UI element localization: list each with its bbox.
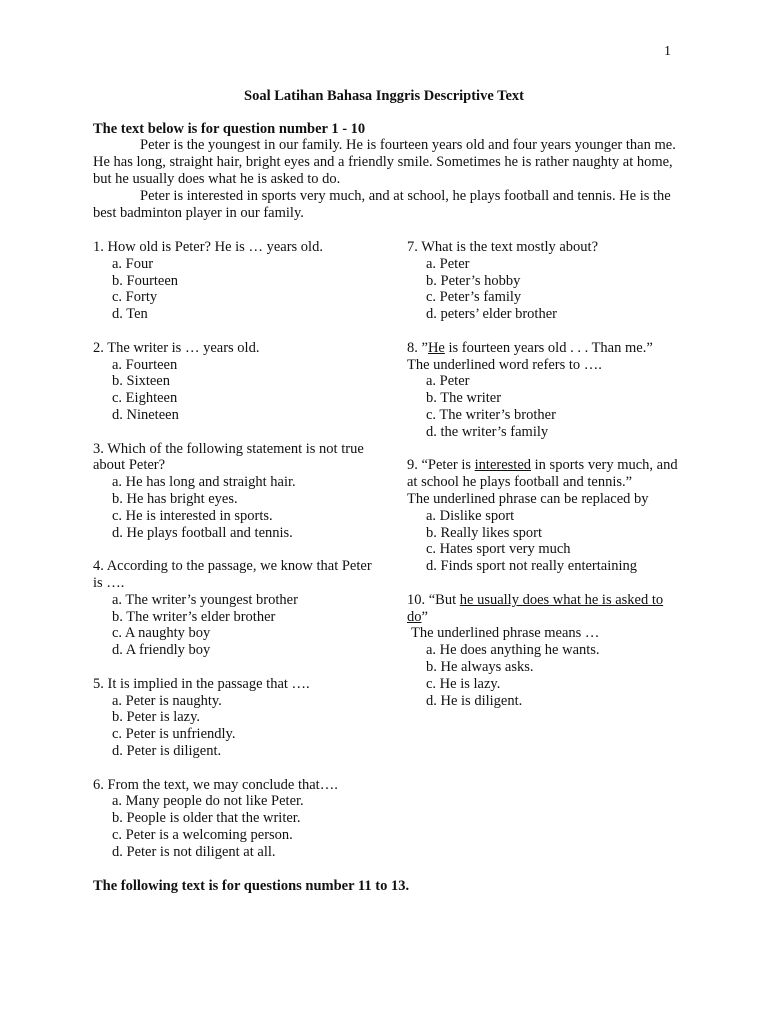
answer-option: b. He has bright eyes. (112, 490, 238, 507)
question-stem: 6. From the text, we may conclude that…. (93, 776, 338, 793)
document-title: Soal Latihan Bahasa Inggris Descriptive Text (244, 88, 524, 104)
question-7 (407, 239, 687, 323)
passage-paragraph-2: Peter is interested in sports very much, and at school, he plays football and tennis. He is the best badminton player in our family. (93, 188, 671, 221)
answer-option: d. He plays football and tennis. (112, 524, 293, 541)
stem-text: 8. ” (407, 339, 428, 356)
stem-text: 10. “But (407, 591, 460, 608)
stem-text: ” (421, 608, 428, 625)
stem-text: 9. “Peter is (407, 457, 475, 474)
answer-option: c. Peter is unfriendly. (112, 726, 236, 743)
question-prompt: The underlined phrase can be replaced by (407, 490, 649, 507)
question-stem: 3. Which of the following statement is not true about Peter? (93, 440, 364, 474)
answer-option: a. Fourteen (112, 356, 178, 373)
answer-option: b. The writer’s elder brother (112, 608, 276, 625)
answer-option: b. The writer (426, 390, 502, 407)
question-stem: 4. According to the passage, we know that Peter is …. (93, 558, 372, 591)
question-6 (93, 777, 383, 861)
question-1 (93, 239, 383, 323)
answer-option: d. Finds sport not really entertaining (426, 558, 638, 575)
answer-option: d. Peter is not diligent at all. (112, 843, 276, 860)
question-5 (93, 676, 383, 760)
answer-option: c. Eighteen (112, 390, 178, 407)
questions-left-column (93, 239, 383, 877)
answer-option: a. The writer’s youngest brother (112, 591, 298, 608)
underlined-word: He (427, 339, 445, 356)
answer-option: a. Four (112, 255, 154, 272)
answer-option: a. Many people do not like Peter. (112, 793, 304, 810)
answer-option: b. People is older that the writer. (112, 810, 301, 827)
question-stem: 5. It is implied in the passage that …. (93, 675, 310, 692)
answer-option: b. Really likes sport (426, 524, 542, 541)
question-10 (407, 592, 687, 710)
answer-option: b. Fourteen (112, 272, 179, 289)
questions-right-column (407, 239, 687, 726)
underlined-word: interested (474, 457, 532, 474)
answer-option: c. Peter is a welcoming person. (112, 826, 293, 843)
answer-option: a. Peter is naughty. (112, 692, 222, 709)
question-4 (93, 558, 383, 659)
answer-option: d. peters’ elder brother (426, 306, 557, 323)
answer-option: c. Hates sport very much (426, 541, 571, 558)
stem-text: in sports very much, and at school he plays football and tennis.” (407, 457, 678, 491)
answer-option: c. Peter’s family (426, 289, 522, 306)
answer-option: a. Dislike sport (426, 507, 515, 524)
question-stem: 1. How old is Peter? He is … years old. (93, 239, 323, 255)
answer-option: b. Sixteen (112, 373, 170, 390)
answer-option: c. The writer’s brother (426, 406, 556, 423)
answer-option: a. He does anything he wants. (426, 642, 600, 659)
question-3 (93, 441, 383, 542)
stem-text: is fourteen years old . . . Than me.” (444, 339, 653, 356)
answer-option: d. Peter is diligent. (112, 742, 222, 759)
question-stem (407, 457, 687, 491)
answer-option: d. Ten (112, 306, 148, 323)
answer-option: c. A naughty boy (112, 625, 211, 642)
page-number: 1 (664, 44, 671, 59)
question-stem: 2. The writer is … years old. (93, 339, 260, 356)
answer-option: c. He is interested in sports. (112, 507, 273, 524)
answer-option: c. He is lazy. (426, 675, 501, 692)
question-8 (407, 340, 687, 441)
question-stem (407, 592, 687, 626)
answer-option: d. A friendly boy (112, 642, 211, 659)
answer-option: b. Peter’s hobby (426, 272, 521, 289)
question-9 (407, 457, 687, 575)
next-section-heading: The following text is for questions number 11 to 13. (93, 878, 410, 894)
answer-option: d. Nineteen (112, 406, 179, 423)
section-heading: The text below is for question number 1 - 10 (93, 121, 366, 137)
answer-option: a. He has long and straight hair. (112, 474, 296, 491)
question-2 (93, 340, 383, 424)
answer-option: c. Forty (112, 289, 158, 306)
question-prompt: The underlined word refers to …. (407, 356, 602, 373)
answer-option: d. the writer’s family (426, 423, 549, 440)
passage-paragraph-1: Peter is the youngest in our family. He is fourteen years old and four years younger than me. He has long, straight hair, bright eyes and a friendly smile. Sometimes he is rather naughty at home, but he usually does what he is asked to do. (93, 137, 676, 187)
underlined-phrase: he usually does what he is asked to do (407, 591, 664, 625)
answer-option: a. Peter (426, 255, 470, 272)
question-prompt: The underlined phrase means … (411, 625, 600, 642)
question-stem (407, 340, 687, 357)
answer-option: d. He is diligent. (426, 692, 523, 709)
answer-option: b. He always asks. (426, 658, 534, 675)
reading-passage (93, 137, 683, 222)
answer-option: b. Peter is lazy. (112, 709, 201, 726)
answer-option: a. Peter (426, 373, 470, 390)
question-stem: 7. What is the text mostly about? (407, 239, 599, 255)
